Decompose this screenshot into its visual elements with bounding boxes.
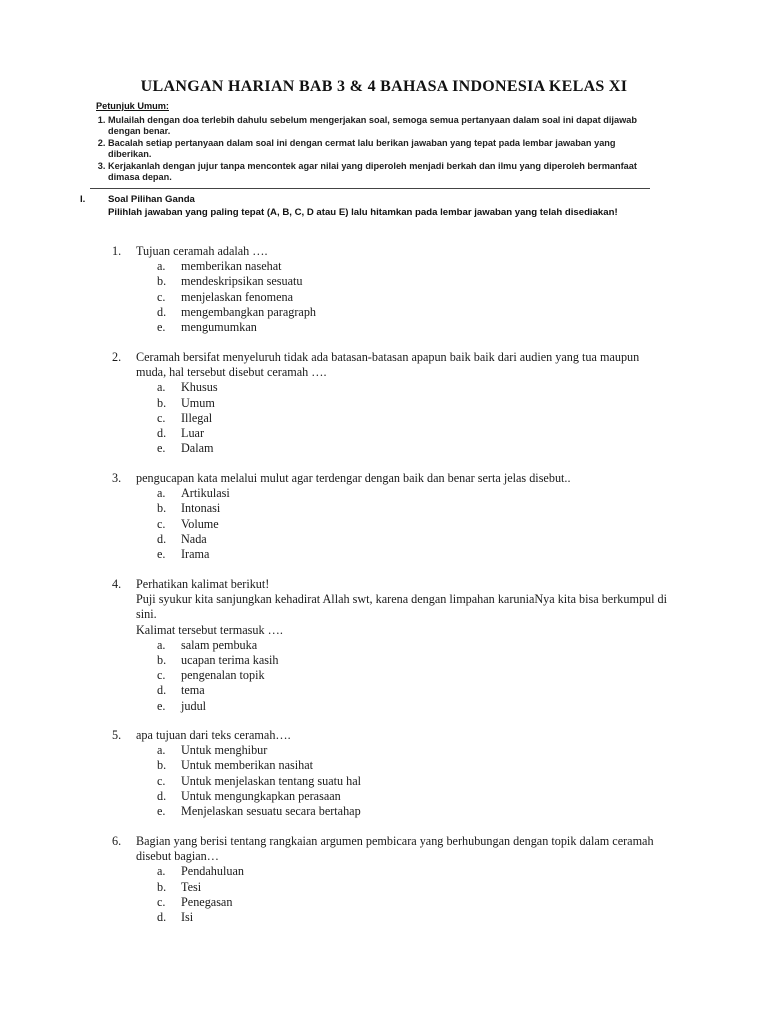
question-3 xyxy=(112,471,672,562)
option-text: Pendahuluan xyxy=(181,864,244,879)
option-letter: c. xyxy=(157,894,166,909)
option-text: Luar xyxy=(181,426,205,441)
answer-option xyxy=(112,532,672,547)
answer-option xyxy=(112,411,672,426)
answer-option xyxy=(112,426,672,441)
question-line: pengucapan kata melalui mulut agar terdengar dengan baik dan benar serta jelas disebut.. xyxy=(136,471,571,485)
option-text: tema xyxy=(181,683,205,698)
answer-options xyxy=(112,864,672,925)
answer-options xyxy=(112,743,672,819)
answer-option xyxy=(112,910,672,925)
question-text xyxy=(136,577,672,638)
option-text: judul xyxy=(181,698,207,713)
answer-option xyxy=(112,743,672,758)
option-text: Nada xyxy=(181,531,207,546)
option-letter: c. xyxy=(157,773,166,788)
option-letter: a. xyxy=(157,259,166,274)
answer-option xyxy=(112,486,672,501)
option-letter: d. xyxy=(157,683,167,698)
answer-option xyxy=(112,501,672,516)
option-letter: c. xyxy=(157,289,166,304)
answer-options xyxy=(112,380,672,456)
option-text: pengenalan topik xyxy=(181,668,265,683)
question-number: 2. xyxy=(112,350,122,364)
question-number: 5. xyxy=(112,728,122,742)
option-text: Illegal xyxy=(181,410,213,425)
question-text xyxy=(136,834,672,864)
option-letter: b. xyxy=(157,274,167,289)
option-text: Untuk menjelaskan tentang suatu hal xyxy=(181,773,362,788)
option-text: ucapan terima kasih xyxy=(181,653,279,668)
option-letter: a. xyxy=(157,864,166,879)
answer-option xyxy=(112,699,672,714)
option-letter: b. xyxy=(157,501,167,516)
option-text: Khusus xyxy=(181,380,218,395)
question-line: Kalimat tersebut termasuk …. xyxy=(136,622,283,637)
general-instructions xyxy=(96,101,656,184)
separator-line xyxy=(90,188,650,189)
answer-option xyxy=(112,517,672,532)
option-letter: d. xyxy=(157,788,167,803)
section-instruction: Pilihlah jawaban yang paling tepat (A, B, C, D atau E) lalu hitamkan pada lembar jawaban yang telah disediakan! xyxy=(108,207,618,218)
option-text: salam pembuka xyxy=(181,637,258,652)
option-letter: a. xyxy=(157,486,166,501)
option-text: Isi xyxy=(181,910,194,925)
question-text xyxy=(136,244,672,259)
question-text xyxy=(136,471,672,486)
option-letter: a. xyxy=(157,637,166,652)
question-number: 4. xyxy=(112,577,122,591)
question-6 xyxy=(112,834,672,925)
option-letter: c. xyxy=(157,668,166,683)
question-line: Tujuan ceramah adalah …. xyxy=(136,244,268,258)
answer-option xyxy=(112,895,672,910)
option-text: Untuk mengungkapkan perasaan xyxy=(181,788,341,803)
option-text: mengumumkan xyxy=(181,320,257,335)
page-title: ULANGAN HARIAN BAB 3 & 4 BAHASA INDONESIA KELAS XI xyxy=(140,78,628,95)
question-line: apa tujuan dari teks ceramah…. xyxy=(136,728,291,742)
option-text: Untuk menghibur xyxy=(181,743,268,758)
option-text: menjelaskan fenomena xyxy=(181,289,294,304)
option-letter: d. xyxy=(157,304,167,319)
question-text xyxy=(136,350,672,380)
instruction-item: 1. Mulailah dengan doa terlebih dahulu sebelum mengerjakan soal, semoga semua pertanyaan dalam soal ini dapat dijawab dengan benar. xyxy=(108,115,656,138)
option-letter: e. xyxy=(157,547,166,562)
answer-options xyxy=(112,486,672,562)
option-letter: e. xyxy=(157,320,166,335)
answer-option xyxy=(112,638,672,653)
answer-option xyxy=(112,380,672,395)
section-number: I. xyxy=(80,194,86,205)
answer-option xyxy=(112,668,672,683)
option-letter: e. xyxy=(157,804,166,819)
option-letter: c. xyxy=(157,410,166,425)
question-4 xyxy=(112,577,672,714)
option-text: Menjelaskan sesuatu secara bertahap xyxy=(181,804,361,819)
option-text: Tesi xyxy=(181,879,202,894)
option-text: Untuk memberikan nasihat xyxy=(181,758,313,773)
question-number: 1. xyxy=(112,244,122,258)
answer-option xyxy=(112,880,672,895)
option-letter: a. xyxy=(157,380,166,395)
question-number: 3. xyxy=(112,471,122,485)
question-line: Bagian yang berisi tentang rangkaian argumen pembicara yang berhubungan dengan topik dalam ceramah disebut bagian… xyxy=(136,834,654,864)
option-letter: c. xyxy=(157,516,166,531)
option-text: mendeskripsikan sesuatu xyxy=(181,274,303,289)
answer-option xyxy=(112,320,672,335)
question-text xyxy=(136,728,672,743)
answer-option xyxy=(112,441,672,456)
option-text: Umum xyxy=(181,395,215,410)
option-letter: b. xyxy=(157,653,167,668)
answer-option xyxy=(112,789,672,804)
answer-option xyxy=(112,259,672,274)
option-text: Penegasan xyxy=(181,894,233,909)
answer-option xyxy=(112,274,672,289)
question-line: Puji syukur kita sanjungkan kehadirat Allah swt, karena dengan limpahan karuniaNya kita bisa berkumpul di sini. xyxy=(136,592,668,622)
option-text: mengembangkan paragraph xyxy=(181,304,317,319)
option-letter: d. xyxy=(157,426,167,441)
option-letter: b. xyxy=(157,758,167,773)
option-text: Irama xyxy=(181,547,210,562)
option-letter: e. xyxy=(157,441,166,456)
answer-option xyxy=(112,305,672,320)
instructions-list xyxy=(96,115,656,184)
option-letter: d. xyxy=(157,910,167,925)
option-text: Volume xyxy=(181,516,219,531)
option-letter: a. xyxy=(157,743,166,758)
question-line: Perhatikan kalimat berikut! xyxy=(136,577,270,591)
answer-option xyxy=(112,396,672,411)
answer-option xyxy=(112,758,672,773)
answer-option xyxy=(112,774,672,789)
question-2 xyxy=(112,350,672,456)
answer-option xyxy=(112,864,672,879)
answer-option xyxy=(112,683,672,698)
answer-option xyxy=(112,290,672,305)
option-letter: b. xyxy=(157,879,167,894)
option-text: memberikan nasehat xyxy=(181,259,282,274)
option-letter: e. xyxy=(157,698,166,713)
answer-option xyxy=(112,804,672,819)
option-letter: b. xyxy=(157,395,167,410)
option-letter: d. xyxy=(157,531,167,546)
option-text: Intonasi xyxy=(181,501,221,516)
section-title: Soal Pilihan Ganda xyxy=(108,194,195,205)
question-1 xyxy=(112,244,672,335)
question-5 xyxy=(112,728,672,819)
instruction-item: 2. Bacalah setiap pertanyaan dalam soal ini dengan cermat lalu berikan jawaban yang tepat pada lembar jawaban yang diberikan. xyxy=(108,138,656,161)
question-line: Ceramah bersifat menyeluruh tidak ada batasan-batasan apapun baik baik dari audien yang tua maupun muda, hal tersebut disebut ceramah …. xyxy=(136,350,640,380)
instructions-heading: Petunjuk Umum: xyxy=(96,101,169,111)
answer-options xyxy=(112,638,672,714)
option-text: Artikulasi xyxy=(181,486,230,501)
option-text: Dalam xyxy=(181,441,214,456)
instruction-item: 3. Kerjakanlah dengan jujur tanpa mencontek agar nilai yang diperoleh menjadi berkah dan ilmu yang diperoleh bermanfaat dimasa depan. xyxy=(108,161,656,184)
question-number: 6. xyxy=(112,834,122,848)
answer-option xyxy=(112,653,672,668)
answer-option xyxy=(112,547,672,562)
answer-options xyxy=(112,259,672,335)
